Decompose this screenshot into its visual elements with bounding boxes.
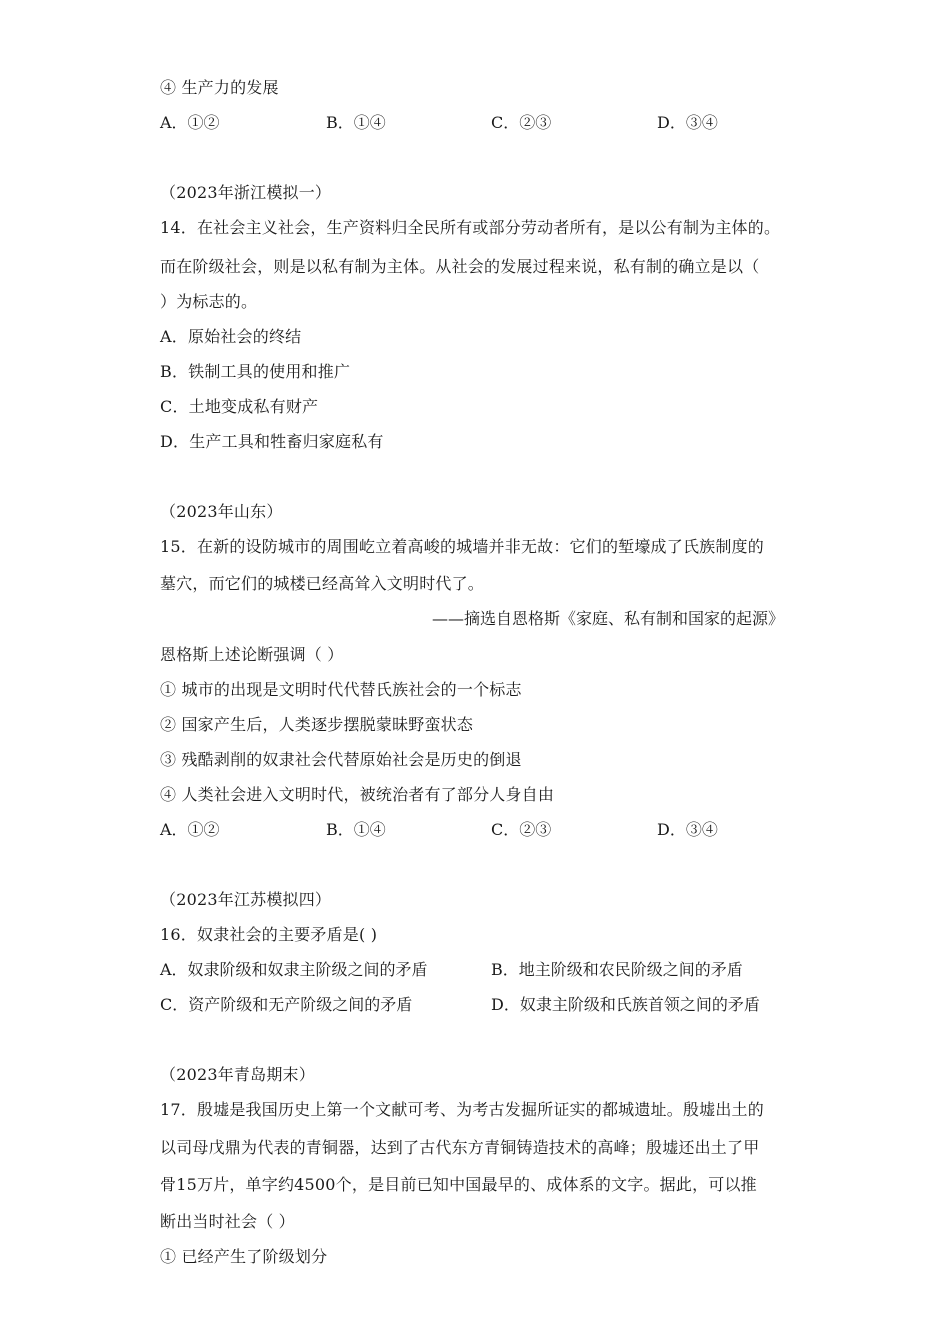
q16-stem: 16．奴隶社会的主要矛盾是( )	[160, 925, 378, 944]
q17-stem-line-1: 17．殷墟是我国历史上第一个文献可考、为考古发掘所证实的都城遗址。殷墟出土的	[160, 1100, 764, 1119]
q15-question: 恩格斯上述论断强调（ ）	[160, 645, 344, 664]
q16-option-d[interactable]: D．奴隶主阶级和氏族首领之间的矛盾	[491, 995, 760, 1014]
q15-item-3: ③ 残酷剥削的奴隶社会代替原始社会是历史的倒退	[160, 750, 522, 769]
q16-options-row-1	[160, 959, 800, 981]
q13-option-b[interactable]: B．①④	[326, 113, 386, 132]
q15-source: （2023年山东）	[160, 502, 283, 521]
q15-option-a[interactable]: A．①②	[160, 820, 220, 839]
q17-source: （2023年青岛期末）	[160, 1065, 315, 1084]
q13-item-4: ④ 生产力的发展	[160, 78, 279, 97]
q14-option-c[interactable]: C．土地变成私有财产	[160, 397, 319, 416]
q13-option-d[interactable]: D．③④	[657, 113, 718, 132]
q14-stem-line-3: ）为标志的。	[160, 292, 258, 311]
q13-option-a[interactable]: A．①②	[160, 113, 220, 132]
q13-options	[160, 112, 800, 134]
q15-citation: ——摘选自恩格斯《家庭、私有制和国家的起源》	[431, 609, 784, 628]
q14-source: （2023年浙江模拟一）	[160, 183, 332, 202]
q15-option-c[interactable]: C．②③	[491, 820, 552, 839]
q14-option-a[interactable]: A．原始社会的终结	[160, 327, 302, 346]
q16-source: （2023年江苏模拟四）	[160, 890, 332, 909]
q17-item-1: ① 已经产生了阶级划分	[160, 1247, 328, 1266]
q15-stem-line-2: 墓穴，而它们的城楼已经高耸入文明时代了。	[160, 574, 485, 593]
q15-option-b[interactable]: B．①④	[326, 820, 386, 839]
q15-item-4: ④ 人类社会进入文明时代，被统治者有了部分人身自由	[160, 785, 555, 804]
q17-stem-line-4: 断出当时社会（ ）	[160, 1212, 295, 1231]
q16-option-b[interactable]: B．地主阶级和农民阶级之间的矛盾	[491, 960, 743, 979]
q15-option-d[interactable]: D．③④	[657, 820, 718, 839]
q14-option-b[interactable]: B．铁制工具的使用和推广	[160, 362, 351, 381]
q15-stem-line-1: 15．在新的设防城市的周围屹立着高峻的城墙并非无故：它们的堑壕成了氏族制度的	[160, 537, 764, 556]
q17-stem-line-3: 骨15万片，单字约4500个，是目前已知中国最早的、成体系的文字。据此，可以推	[160, 1175, 757, 1194]
q14-stem-line-2: 而在阶级社会，则是以私有制为主体。从社会的发展过程来说，私有制的确立是以（	[160, 257, 760, 276]
q16-options-row-2	[160, 994, 800, 1016]
q15-item-2: ② 国家产生后，人类逐步摆脱蒙昧野蛮状态	[160, 715, 474, 734]
q14-option-d[interactable]: D．生产工具和牲畜归家庭私有	[160, 432, 384, 451]
q14-stem-line-1: 14．在社会主义社会，生产资料归全民所有或部分劳动者所有，是以公有制为主体的。	[160, 218, 781, 237]
q17-stem-line-2: 以司母戊鼎为代表的青铜器，达到了古代东方青铜铸造技术的高峰；殷墟还出土了甲	[160, 1138, 760, 1157]
q15-options	[160, 819, 800, 841]
q16-option-a[interactable]: A．奴隶阶级和奴隶主阶级之间的矛盾	[160, 960, 428, 979]
q16-option-c[interactable]: C．资产阶级和无产阶级之间的矛盾	[160, 995, 413, 1014]
q13-option-c[interactable]: C．②③	[491, 113, 552, 132]
q15-item-1: ① 城市的出现是文明时代代替氏族社会的一个标志	[160, 680, 522, 699]
